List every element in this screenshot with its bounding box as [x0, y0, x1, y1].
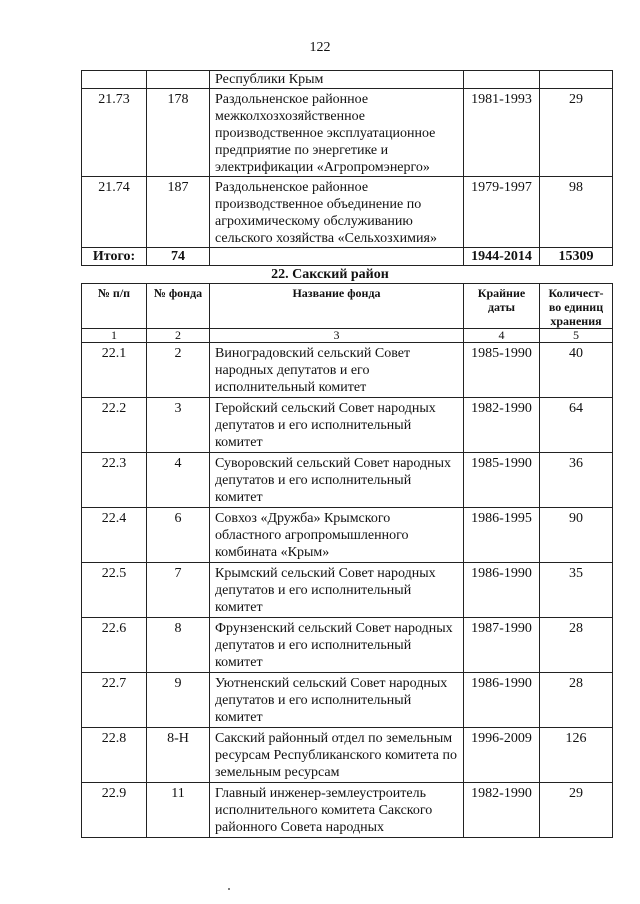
- table-row: [82, 71, 613, 89]
- cell-fond: [147, 71, 210, 89]
- cell-num: 22.7: [82, 673, 147, 728]
- index-3: 3: [210, 329, 464, 343]
- cell-dates: 1982-1990: [464, 783, 540, 838]
- header-fond: № фонда: [147, 284, 210, 329]
- cell-count: 64: [540, 398, 613, 453]
- cell-fond: 178: [147, 89, 210, 177]
- cell-num: 22.2: [82, 398, 147, 453]
- index-4: 4: [464, 329, 540, 343]
- cell-name: Фрунзенский сельский Совет народных депутатов и его исполнительный комитет: [210, 618, 464, 673]
- cell-count: 126: [540, 728, 613, 783]
- cell-name: Раздольненское районное производственное объединение по агрохимическому обслуживанию сельского хозяйства «Сельхозхимия»: [210, 177, 464, 248]
- cell-name: Уютненский сельский Совет народных депутатов и его исполнительный комитет: [210, 673, 464, 728]
- cell-name: Суворовский сельский Совет народных депутатов и его исполнительный комитет: [210, 453, 464, 508]
- index-1: 1: [82, 329, 147, 343]
- total-fond: 74: [147, 248, 210, 266]
- cell-fond: 187: [147, 177, 210, 248]
- table-row: [82, 728, 613, 783]
- total-row: [82, 248, 613, 266]
- cell-num: 22.1: [82, 343, 147, 398]
- table-row: [82, 673, 613, 728]
- cell-name: Республики Крым: [210, 71, 464, 89]
- cell-count: 98: [540, 177, 613, 248]
- cell-fond: 6: [147, 508, 210, 563]
- cell-name: Крымский сельский Совет народных депутатов и его исполнительный комитет: [210, 563, 464, 618]
- cell-count: 29: [540, 783, 613, 838]
- cell-dates: 1981-1993: [464, 89, 540, 177]
- cell-fond: 11: [147, 783, 210, 838]
- cell-dates: 1986-1990: [464, 563, 540, 618]
- cell-fond: 7: [147, 563, 210, 618]
- index-2: 2: [147, 329, 210, 343]
- header-dates: Крайние даты: [464, 284, 540, 329]
- cell-name: Совхоз «Дружба» Крымского областного агропромышленного комбината «Крым»: [210, 508, 464, 563]
- header-name: Название фонда: [210, 284, 464, 329]
- cell-num: 22.5: [82, 563, 147, 618]
- cell-count: 28: [540, 673, 613, 728]
- table-row: [82, 177, 613, 248]
- cell-name: Раздольненское районное межколхозхозяйственное производственное эксплуатационное предприятие по энергетике и электрификации «Агропромэнерго»: [210, 89, 464, 177]
- cell-name: Виноградовский сельский Совет народных депутатов и его исполнительный комитет: [210, 343, 464, 398]
- fonds-table: [81, 283, 613, 838]
- table-row: [82, 783, 613, 838]
- cell-count: 28: [540, 618, 613, 673]
- cell-dates: 1979-1997: [464, 177, 540, 248]
- table-body: [82, 343, 613, 838]
- header-count: Количест-во единиц хранения: [540, 284, 613, 329]
- cell-count: 36: [540, 453, 613, 508]
- cell-name: Главный инженер-землеустроитель исполнительного комитета Сакского районного Совета народных: [210, 783, 464, 838]
- cell-fond: 2: [147, 343, 210, 398]
- header-num: № п/п: [82, 284, 147, 329]
- continuation-table: [81, 70, 613, 266]
- cell-count: [540, 71, 613, 89]
- cell-count: 90: [540, 508, 613, 563]
- cell-num: 22.6: [82, 618, 147, 673]
- total-dates: 1944-2014: [464, 248, 540, 266]
- cell-count: 35: [540, 563, 613, 618]
- table-row: [82, 89, 613, 177]
- table-row: [82, 508, 613, 563]
- index-5: 5: [540, 329, 613, 343]
- cell-name: Геройский сельский Совет народных депутатов и его исполнительный комитет: [210, 398, 464, 453]
- cell-dates: [464, 71, 540, 89]
- header-row: [82, 284, 613, 329]
- page-number: 122: [309, 40, 331, 55]
- cell-dates: 1987-1990: [464, 618, 540, 673]
- cell-num: 21.74: [82, 177, 147, 248]
- cell-dates: 1986-1990: [464, 673, 540, 728]
- cell-num: 22.9: [82, 783, 147, 838]
- cell-dates: 1985-1990: [464, 453, 540, 508]
- cell-dates: 1982-1990: [464, 398, 540, 453]
- cell-fond: 9: [147, 673, 210, 728]
- table-row: [82, 563, 613, 618]
- table-row: [82, 453, 613, 508]
- table-row: [82, 343, 613, 398]
- column-index-row: [82, 329, 613, 343]
- table-row: [82, 618, 613, 673]
- cell-num: 22.8: [82, 728, 147, 783]
- section-title: 22. Сакский район: [271, 267, 389, 282]
- cell-num: 21.73: [82, 89, 147, 177]
- cell-fond: 3: [147, 398, 210, 453]
- table-row: [82, 398, 613, 453]
- cell-fond: 4: [147, 453, 210, 508]
- cell-dates: 1996-2009: [464, 728, 540, 783]
- cell-num: 22.3: [82, 453, 147, 508]
- cell-count: 40: [540, 343, 613, 398]
- cell-num: [82, 71, 147, 89]
- total-label: Итого:: [82, 248, 147, 266]
- total-name: [210, 248, 464, 266]
- scan-speck: [228, 888, 230, 890]
- cell-dates: 1985-1990: [464, 343, 540, 398]
- cell-fond: 8: [147, 618, 210, 673]
- cell-fond: 8-Н: [147, 728, 210, 783]
- total-count: 15309: [540, 248, 613, 266]
- cell-name: Сакский районный отдел по земельным ресурсам Республиканского комитета по земельным ресурсам: [210, 728, 464, 783]
- cell-num: 22.4: [82, 508, 147, 563]
- cell-count: 29: [540, 89, 613, 177]
- cell-dates: 1986-1995: [464, 508, 540, 563]
